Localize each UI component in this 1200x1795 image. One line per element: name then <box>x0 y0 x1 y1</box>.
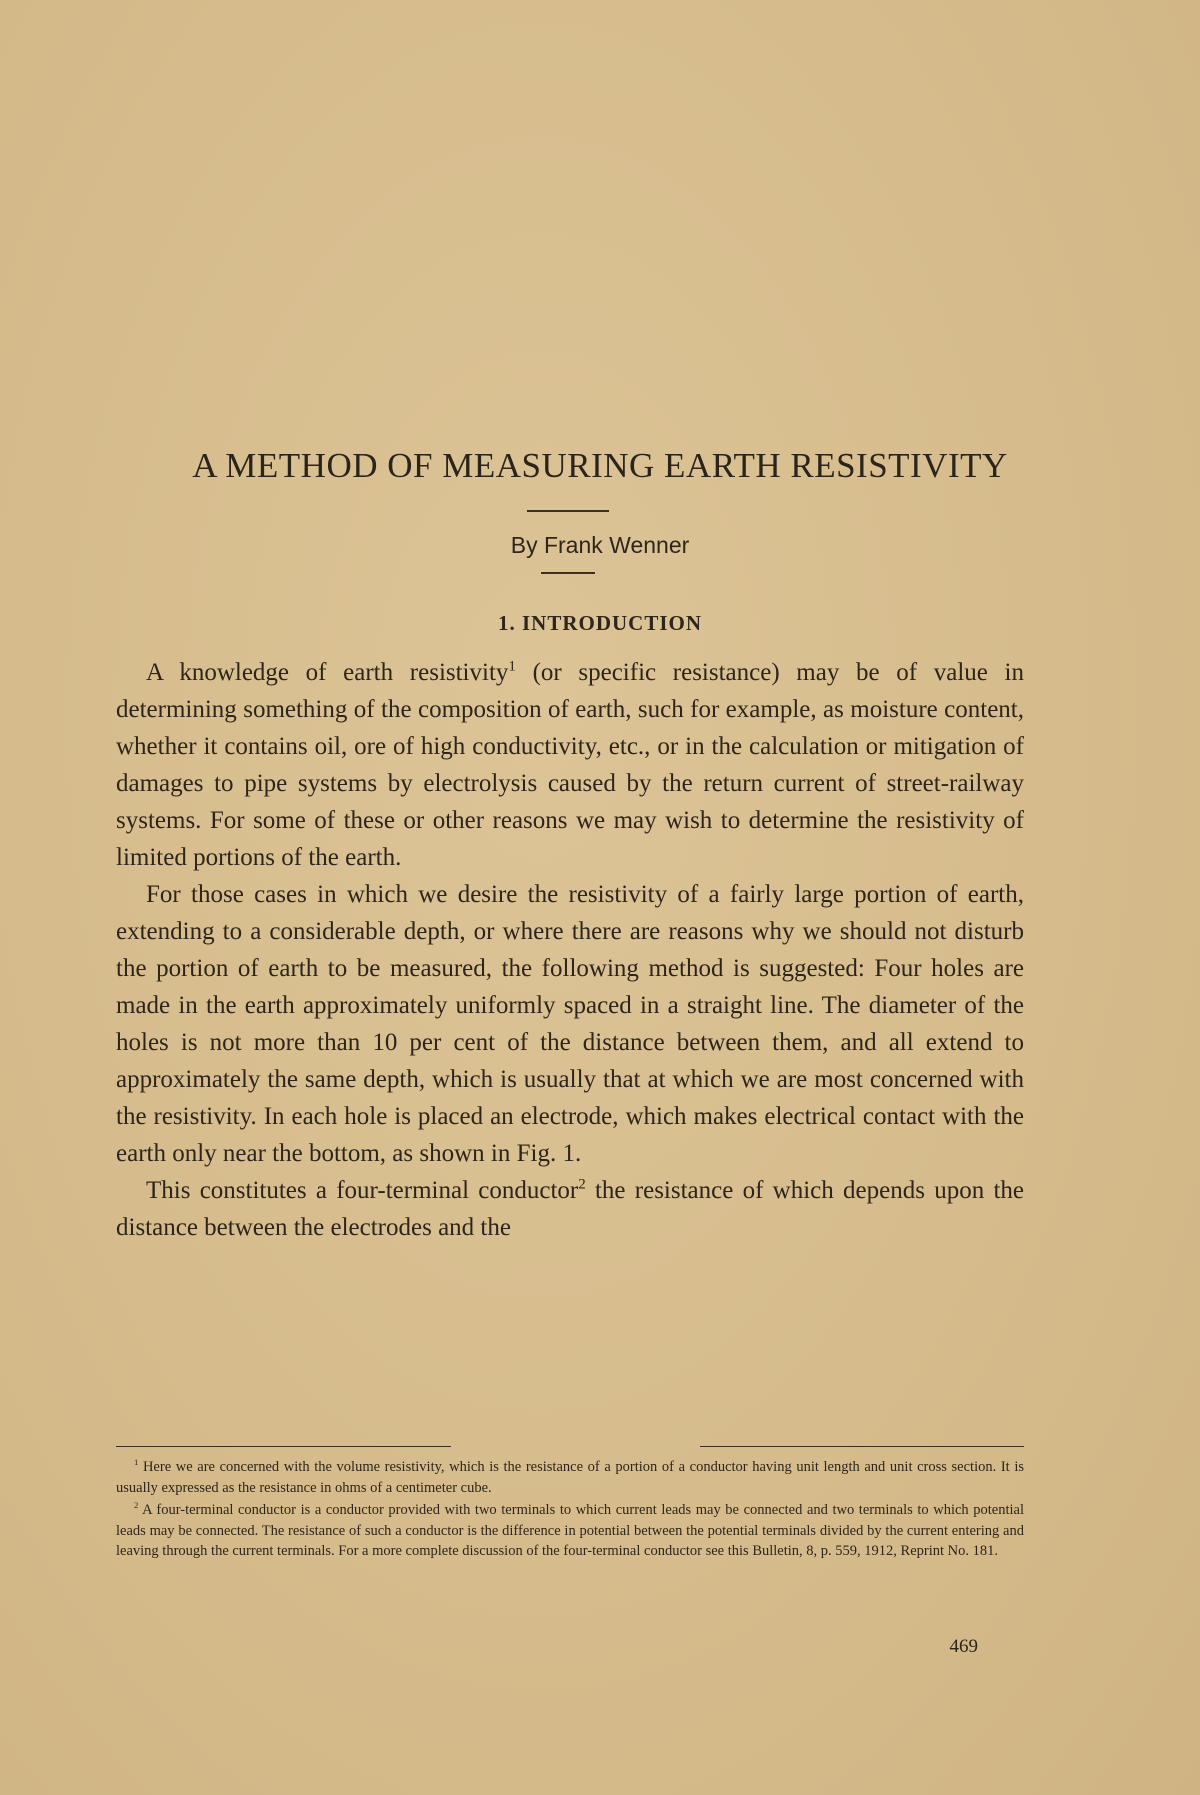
paragraph-2: For those cases in which we desire the resistivity of a fairly large portion of earth, extending to a considerable depth, or where there are reasons why we should not disturb the portion of earth to be measured, the following method is suggested: Four holes are made in the earth approximately uniformly spaced in a straight line. The diameter of the holes is not more than 10 per cent of the distance between them, and all extend to approximately the same depth, which is usually that at which we are most concerned with the resistivity. In each hole is placed an electrode, which makes electrical contact with the earth only near the bottom, as shown in Fig. 1. <box>116 881 1024 1167</box>
footnote-ref-2: 2 <box>578 1176 586 1193</box>
paragraph-3-text-start: This constitutes a four-terminal conductor <box>146 1177 579 1204</box>
section-heading: 1. INTRODUCTION <box>497 611 703 635</box>
page-number: 469 <box>949 1636 978 1657</box>
title-rule <box>527 510 609 512</box>
footnote-rule-left <box>116 1446 451 1447</box>
paragraph-1 <box>116 654 1024 876</box>
footnote-2-mark: 2 <box>134 1500 139 1511</box>
byline-rule <box>541 572 595 574</box>
footnote-rule-right <box>700 1446 1024 1447</box>
footnotes <box>116 1457 1024 1564</box>
footnote-ref-1: 1 <box>508 658 516 675</box>
paragraph-1-text-start: A knowledge of earth resistivity <box>146 659 509 686</box>
author-byline: By Frank Wenner <box>510 532 690 558</box>
footnote-2 <box>116 1500 1024 1562</box>
body-text <box>116 654 1024 1246</box>
footnote-1-mark: 1 <box>134 1457 139 1468</box>
article-title: A METHOD OF MEASURING EARTH RESISTIVITY <box>192 446 1008 485</box>
footnote-1-text: Here we are concerned with the volume resistivity, which is the resistance of a portion of a conductor having unit length and unit cross section. It is usually expressed as the resistance in ohms of a centimeter cube. <box>116 1459 1024 1496</box>
paragraph-3 <box>116 1172 1024 1246</box>
paragraph-1-text-end: (or specific resistance) may be of value in determining something of the composition of earth, such for example, as moisture content, whether it contains oil, ore of high conductivity, etc., or in the calculation or mitigation of damages to pipe systems by electrolysis caused by the return current of street-railway systems. For some of these or other reasons we may wish to determine the resistivity of limited portions of the earth. <box>116 659 1024 871</box>
footnote-1 <box>116 1457 1024 1498</box>
footnote-2-text: A four-terminal conductor is a conductor provided with two terminals to which current leads may be connected and two terminals to which potential leads may be connected. The resistance of such a conductor is the difference in potential between the potential terminals divided by the current entering and leaving through the current terminals. For a more complete discussion of the four-terminal conductor see this Bulletin, 8, p. 559, 1912, Reprint No. 181. <box>116 1502 1024 1559</box>
paragraph-3-text-end: the resistance of which depends upon the distance between the electrodes and the <box>116 1177 1024 1241</box>
